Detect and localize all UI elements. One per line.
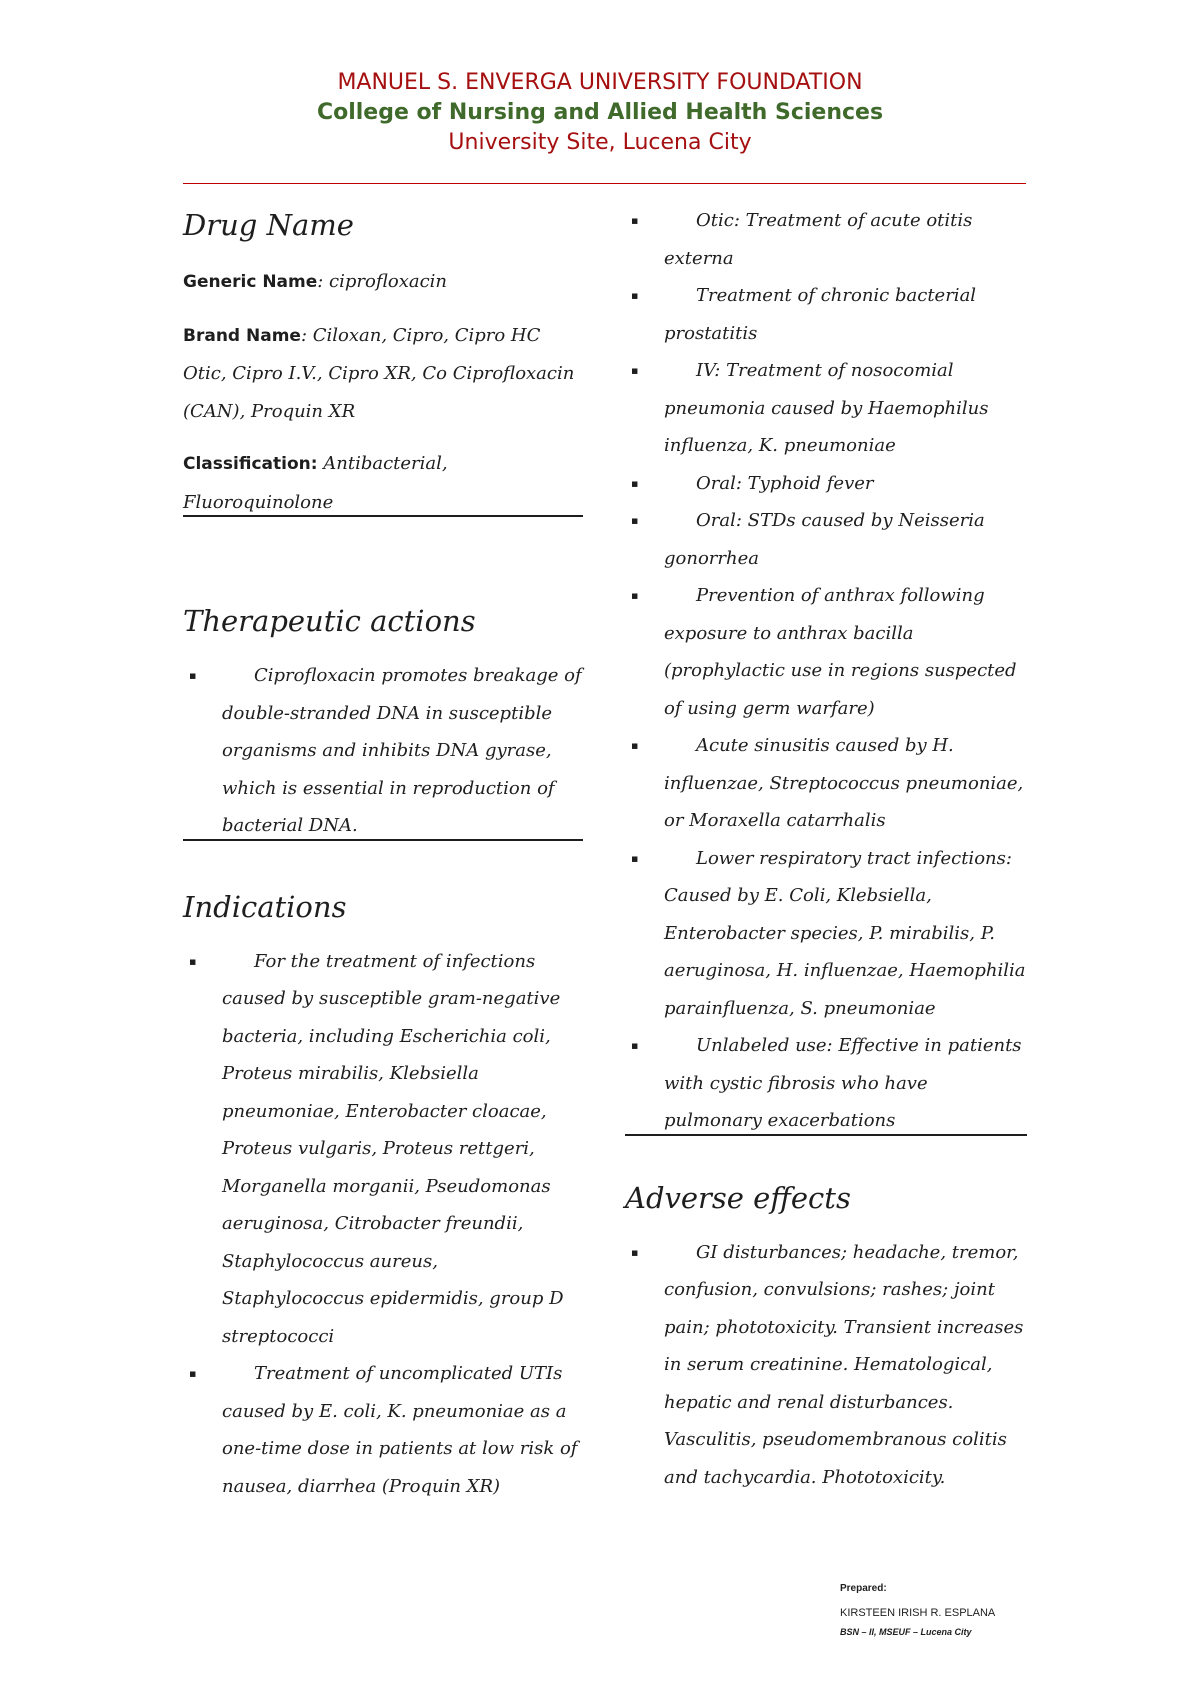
university-name: MANUEL S. ENVERGA UNIVERSITY FOUNDATION	[337, 70, 863, 95]
generic-name-label: Generic Name	[183, 272, 318, 292]
list-item	[625, 727, 1027, 840]
list-item	[625, 465, 1027, 503]
university-site: University Site, Lucena City	[448, 130, 752, 155]
therapeutic-actions-heading: Therapeutic actions	[183, 604, 476, 638]
list-item	[625, 352, 1027, 465]
list-item	[625, 840, 1027, 1028]
generic-name-value: : ciprofloxacin	[317, 271, 448, 292]
indications-list	[183, 943, 583, 1506]
drug-name-heading: Drug Name	[183, 208, 354, 242]
preparer-name: KIRSTEEN IRISH R. ESPLANA	[840, 1607, 996, 1619]
bullet-icon: ▪	[631, 851, 639, 865]
prepared-label: Prepared:	[840, 1583, 887, 1594]
list-item	[183, 657, 583, 845]
bullet-icon: ▪	[631, 1245, 639, 1259]
classification-label: Classification:	[183, 454, 318, 474]
list-item	[625, 577, 1027, 727]
prepared-by-block	[840, 1582, 995, 1639]
bullet-icon: ▪	[631, 214, 639, 227]
generic-name-field	[183, 263, 583, 302]
document-header	[0, 68, 1200, 158]
left-column	[183, 205, 583, 1505]
list-item	[625, 1027, 1027, 1140]
bullet-icon: ▪	[189, 1367, 197, 1380]
list-item-text: Prevention of anthrax following exposure to anthrax bacilla (prophylactic use in regions suspected of using germ warfare)	[664, 585, 1017, 719]
list-item-text: Oral: Typhoid fever	[696, 472, 874, 494]
list-item-text: Treatment of chronic bacterial prostatitis	[664, 285, 977, 344]
list-item-text: Otic: Treatment of acute otitis externa	[664, 210, 973, 269]
classification-field	[183, 445, 583, 521]
bullet-icon: ▪	[631, 364, 639, 377]
list-item-text: Oral: STDs caused by Neisseria gonorrhea	[664, 510, 985, 569]
list-item	[183, 943, 583, 1356]
list-item	[625, 202, 1027, 277]
bullet-icon: ▪	[189, 954, 197, 968]
brand-name-field	[183, 317, 583, 431]
list-item	[625, 502, 1027, 577]
list-item-text: IV: Treatment of nosocomial pneumonia caused by Haemophilus influenza, K. pneumoniae	[664, 360, 989, 456]
list-item-text: Treatment of uncomplicated UTIs caused by E. coli, K. pneumoniae as a one-time dose in patients at low risk of nausea, diarrhea (Proquin XR)	[222, 1363, 578, 1497]
list-item	[625, 277, 1027, 352]
list-item-text: For the treatment of infections caused by susceptible gram-negative bacteria, including Escherichia coli, Proteus mirabilis, Klebsiella pneumoniae, Enterobacter cloacae, Proteus vulgaris, Proteus rettgeri, Morganella morganii, Pseudomonas aeruginosa, Citrobacter freundii, Staphylococcus aureus, Staphylococcus epidermidis, group D streptococci	[222, 950, 564, 1347]
list-item	[625, 1234, 1027, 1497]
header-divider	[183, 183, 1026, 184]
bullet-icon: ▪	[631, 1039, 639, 1052]
college-name: College of Nursing and Allied Health Sciences	[316, 100, 884, 125]
classification-value: Antibacterial, Fluoroquinolone	[183, 453, 448, 513]
indications-heading: Indications	[183, 889, 347, 924]
list-item-text: Ciprofloxacin promotes breakage of double-stranded DNA in susceptible organisms and inhibits DNA gyrase, which is essential in reproduction of bacterial DNA.	[222, 665, 582, 836]
bullet-icon: ▪	[189, 669, 197, 682]
bullet-icon: ▪	[631, 739, 639, 752]
right-column	[625, 202, 1027, 1496]
brand-name-label: Brand Name	[183, 325, 301, 346]
therapeutic-actions-list	[183, 657, 583, 845]
list-item-text: GI disturbances; headache, tremor, confusion, convulsions; rashes; joint pain; phototoxicity. Transient increases in serum creatinine. Hematological, hepatic and renal disturbances. Vasculitis, pseudomembranous colitis and tachycardia. Phototoxicity.	[664, 1241, 1024, 1488]
bullet-icon: ▪	[631, 514, 639, 527]
list-item	[183, 1355, 583, 1505]
bullet-icon: ▪	[631, 589, 639, 602]
indications-list-continued	[625, 202, 1027, 1140]
preparer-details: BSN – II, MSEUF – Lucena City	[840, 1627, 972, 1637]
list-item-text: Acute sinusitis caused by H. influenzae, Streptococcus pneumoniae, or Moraxella catarrhalis	[664, 735, 1024, 831]
list-item-text: Unlabeled use: Effective in patients with cystic fibrosis who have pulmonary exacerbations	[664, 1035, 1022, 1131]
adverse-effects-heading: Adverse effects	[625, 1180, 851, 1215]
list-item-text: Lower respiratory tract infections: Caused by E. Coli, Klebsiella, Enterobacter species, P. mirabilis, P. aeruginosa, H. influenzae, Haemophilia parainfluenza, S. pneumoniae	[664, 847, 1026, 1019]
bullet-icon: ▪	[631, 289, 639, 302]
adverse-effects-list	[625, 1234, 1027, 1497]
brand-name-value: : Ciloxan, Cipro, Cipro HC Otic, Cipro I.V., Cipro XR, Co Ciprofloxacin (CAN), Proquin XR	[183, 324, 575, 422]
bullet-icon: ▪	[631, 476, 639, 490]
